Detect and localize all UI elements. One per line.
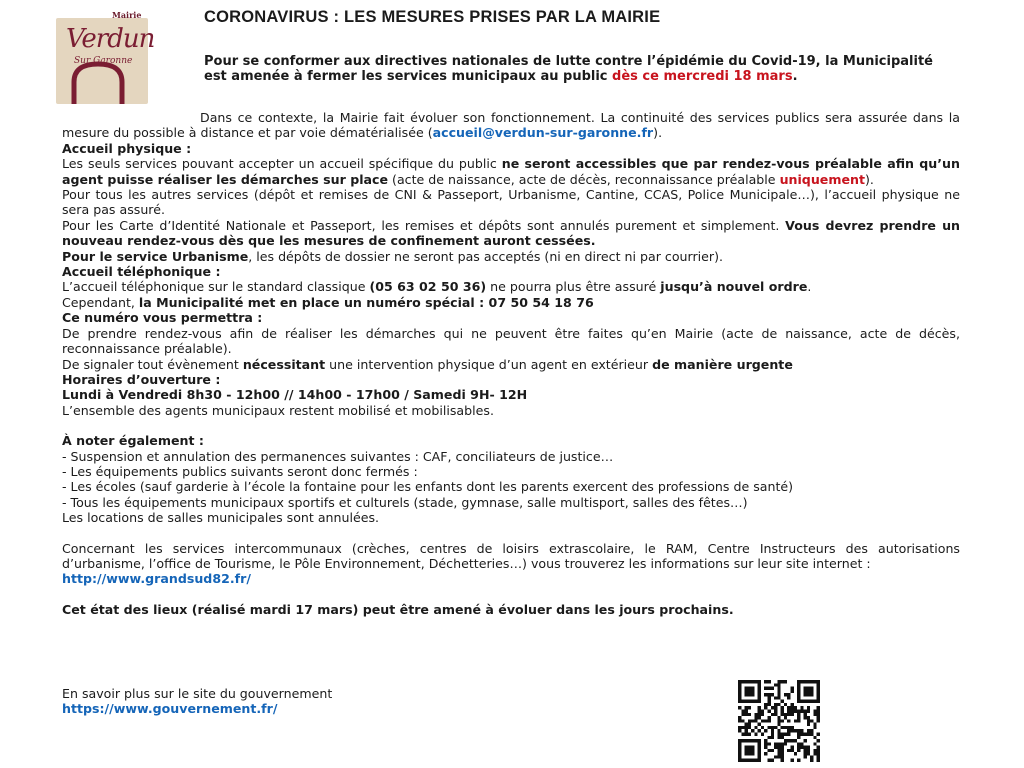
- intro-date-highlight: dès ce mercredi 18 mars: [612, 69, 793, 84]
- noter-item: Les locations de salles municipales sont annulées.: [62, 510, 380, 526]
- accueil-tel-p1: [62, 279, 960, 294]
- pm-p2-a: De signaler tout évènement: [62, 356, 243, 372]
- ap-p4-b: , les dépôts de dossier ne seront pas acceptés (ni en direct ni par courrier).: [248, 248, 724, 264]
- intro-paragraph: [204, 54, 954, 84]
- intro-end: .: [792, 69, 798, 84]
- noter-item: - Les équipements publics suivants seront donc fermés :: [62, 463, 418, 479]
- ap-p1-b: ne seront accessibles que par rendez-vous préalable afin qu’un agent puisse réaliser les démarches sur place: [62, 156, 960, 187]
- ap-p1-c: (acte de naissance, acte de décès, reconnaissance préalable: [388, 171, 780, 187]
- at-p2-a: Cependant,: [62, 294, 139, 310]
- logo-sur-garonne-text: Sur Garonne: [74, 56, 133, 66]
- at-p1-c: ne pourra plus être assuré: [486, 279, 661, 295]
- permet-heading: Ce numéro vous permettra :: [62, 310, 263, 326]
- accueil-physique-p4: [62, 249, 960, 264]
- context-end: ).: [653, 125, 663, 141]
- horaires-heading: Horaires d’ouverture :: [62, 371, 221, 387]
- context-paragraph: [62, 110, 960, 141]
- noter-item: - Les écoles (sauf garderie à l’école la fontaine pour les enfants dont les parents exercent des professions de santé): [62, 479, 794, 495]
- pm-p2-d: de manière urgente: [652, 356, 793, 372]
- footer: [62, 686, 332, 717]
- permet-p1: De prendre rendez-vous afin de réaliser les démarches qui ne peuvent être faites qu’en Mairie (acte de naissance, acte de décès, reconnaissance préalable).: [62, 325, 960, 357]
- ap-p3-a: Pour les Carte d’Identité Nationale et Passeport, les remises et dépôts sont annulés purement et simplement.: [62, 217, 786, 233]
- horaires-note: L’ensemble des agents municipaux restent mobilisé et mobilisables.: [62, 402, 494, 418]
- etat-paragraph: Cet état des lieux (réalisé mardi 17 mars) peut être amené à évoluer dans les jours prochains.: [62, 601, 734, 617]
- special-phone: la Municipalité met en place un numéro spécial : 07 50 54 18 76: [138, 294, 594, 310]
- noter-item: - Tous les équipements municipaux sportifs et culturels (stade, gymnase, salle multisport, salles des fêtes…): [62, 494, 748, 510]
- logo-arch-icon: [52, 8, 155, 108]
- interco-paragraph: Concernant les services intercommunaux (crèches, centres de loisirs extrascolaire, le RAM, Centre Instructeurs des autorisations d’urbanisme, l’office de Tourisme, le Pôle Environnement, Déchetteries…) vous trouverez les informations sur leur site internet :: [62, 540, 960, 571]
- mairie-logo: [52, 8, 155, 104]
- intro-text: Pour se conformer aux directives nationales de lutte contre l’épidémie du Covid-19, la Municipalité est amenée à fermer les services municipaux au public: [204, 54, 933, 84]
- at-p1-d: jusqu’à nouvel ordre: [660, 279, 808, 295]
- spacer: [62, 418, 960, 433]
- ap-p1-a: Les seuls services pouvant accepter un accueil spécifique du public: [62, 156, 502, 172]
- horaires-hours: Lundi à Vendredi 8h30 - 12h00 // 14h00 - 17h00 / Samedi 9H- 12H: [62, 387, 528, 403]
- pm-p2-c: une intervention physique d’un agent en extérieur: [325, 356, 653, 372]
- accueil-tel-p2: [62, 295, 960, 310]
- ap-p4-a: Pour le service Urbanisme: [62, 248, 249, 264]
- ap-p3-b: Vous devrez prendre un nouveau rendez-vous dès que les mesures de confinement auront cessées.: [62, 217, 961, 249]
- email-link[interactable]: accueil@verdun-sur-garonne.fr: [432, 125, 654, 141]
- accueil-physique-p1: [62, 156, 960, 187]
- accueil-physique-p2: Pour tous les autres services (dépôt et remises de CNI & Passeport, Urbanisme, Cantine, CCAS, Police Municipale…), l’accueil physique ne sera pas assuré.: [62, 187, 960, 218]
- at-p1-e: .: [807, 279, 812, 295]
- accueil-physique-heading: Accueil physique :: [62, 140, 192, 156]
- spacer: [62, 526, 960, 541]
- logo-mairie-text: Mairie: [112, 10, 142, 20]
- page-title: CORONAVIRUS : LES MESURES PRISES PAR LA MAIRIE: [204, 8, 661, 26]
- context-text: Dans ce contexte, la Mairie fait évoluer son fonctionnement. La continuité des services publics sera assurée dans la mesure du possible à distance et par voie dématérialisée (: [62, 110, 960, 141]
- ap-p1-e: ).: [864, 171, 874, 187]
- logo-verdun-text: Verdun: [66, 24, 155, 54]
- noter-item: - Suspension et annulation des permanences suivantes : CAF, conciliateurs de justice…: [62, 448, 614, 464]
- main-body: [62, 110, 960, 617]
- grandsud-link[interactable]: http://www.grandsud82.fr/: [62, 571, 251, 587]
- permet-p2: [62, 357, 960, 372]
- accueil-physique-p3: [62, 218, 960, 249]
- spacer: [62, 587, 960, 602]
- standard-phone: (05 63 02 50 36): [369, 279, 487, 295]
- qr-code[interactable]: [738, 680, 820, 762]
- at-p1-a: L’accueil téléphonique sur le standard classique: [62, 279, 370, 295]
- pm-p2-b: nécessitant: [242, 356, 326, 372]
- gouvernement-link[interactable]: https://www.gouvernement.fr/: [62, 701, 278, 717]
- noter-heading: À noter également :: [62, 433, 204, 449]
- ap-p1-uniquement: uniquement: [779, 171, 865, 187]
- accueil-tel-heading: Accueil téléphonique :: [62, 264, 221, 280]
- footer-text: En savoir plus sur le site du gouvernement: [62, 686, 333, 701]
